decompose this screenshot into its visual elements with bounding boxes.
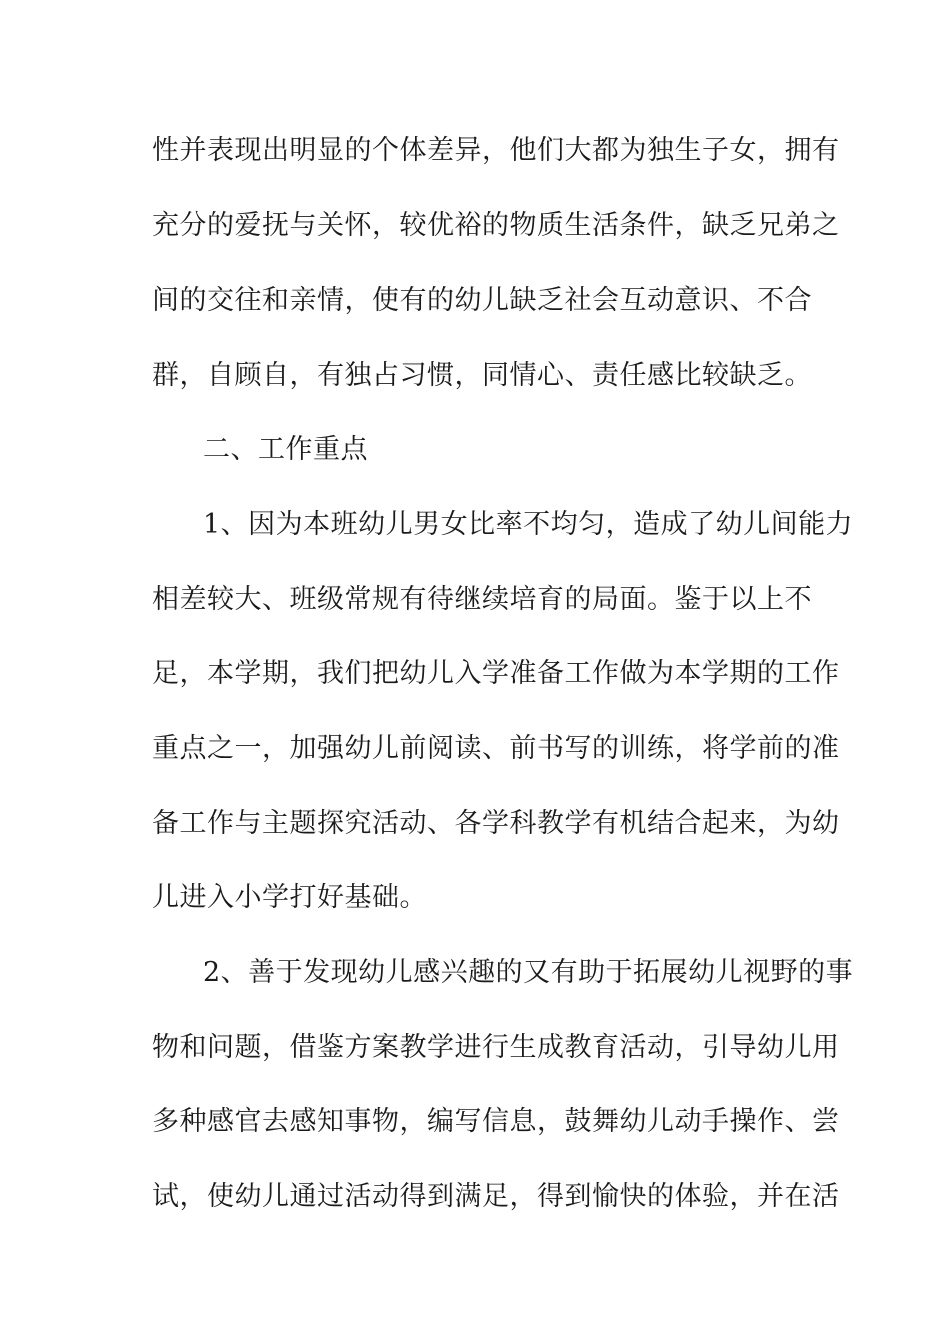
text-line-2: 充分的爱抚与关怀，较优裕的物质生活条件，缺乏兄弟之 — [152, 210, 840, 241]
text-line-1: 性并表现出明显的个体差异，他们大都为独生子女，拥有 — [152, 135, 840, 166]
section-heading: 二、工作重点 — [203, 434, 368, 465]
text-line-11: 儿进入小学打好基础。 — [152, 882, 427, 913]
text-line-13: 物和问题，借鉴方案教学进行生成教育活动，引导幼儿用 — [152, 1032, 840, 1063]
text-line-10: 备工作与主题探究活动、各学科教学有机结合起来，为幼 — [152, 808, 840, 839]
text-line-8: 足，本学期，我们把幼儿入学准备工作做为本学期的工作 — [152, 658, 840, 689]
text-line-7: 相差较大、班级常规有待继续培育的局面。鉴于以上不 — [152, 584, 812, 615]
text-line-14: 多种感官去感知事物，编写信息，鼓舞幼儿动手操作、尝 — [152, 1106, 840, 1137]
text-line-4: 群，自顾自，有独占习惯，同情心、责任感比较缺乏。 — [152, 360, 812, 391]
text-line-3: 间的交往和亲情，使有的幼儿缺乏社会互动意识、不合 — [152, 285, 812, 316]
text-line-6: 1、因为本班幼儿男女比率不均匀，造成了幼儿间能力 — [203, 509, 854, 540]
text-line-12: 2、善于发现幼儿感兴趣的又有助于拓展幼儿视野的事 — [203, 957, 854, 988]
text-line-9: 重点之一，加强幼儿前阅读、前书写的训练，将学前的准 — [152, 733, 840, 764]
text-line-15: 试，使幼儿通过活动得到满足，得到愉快的体验，并在活 — [152, 1181, 840, 1212]
